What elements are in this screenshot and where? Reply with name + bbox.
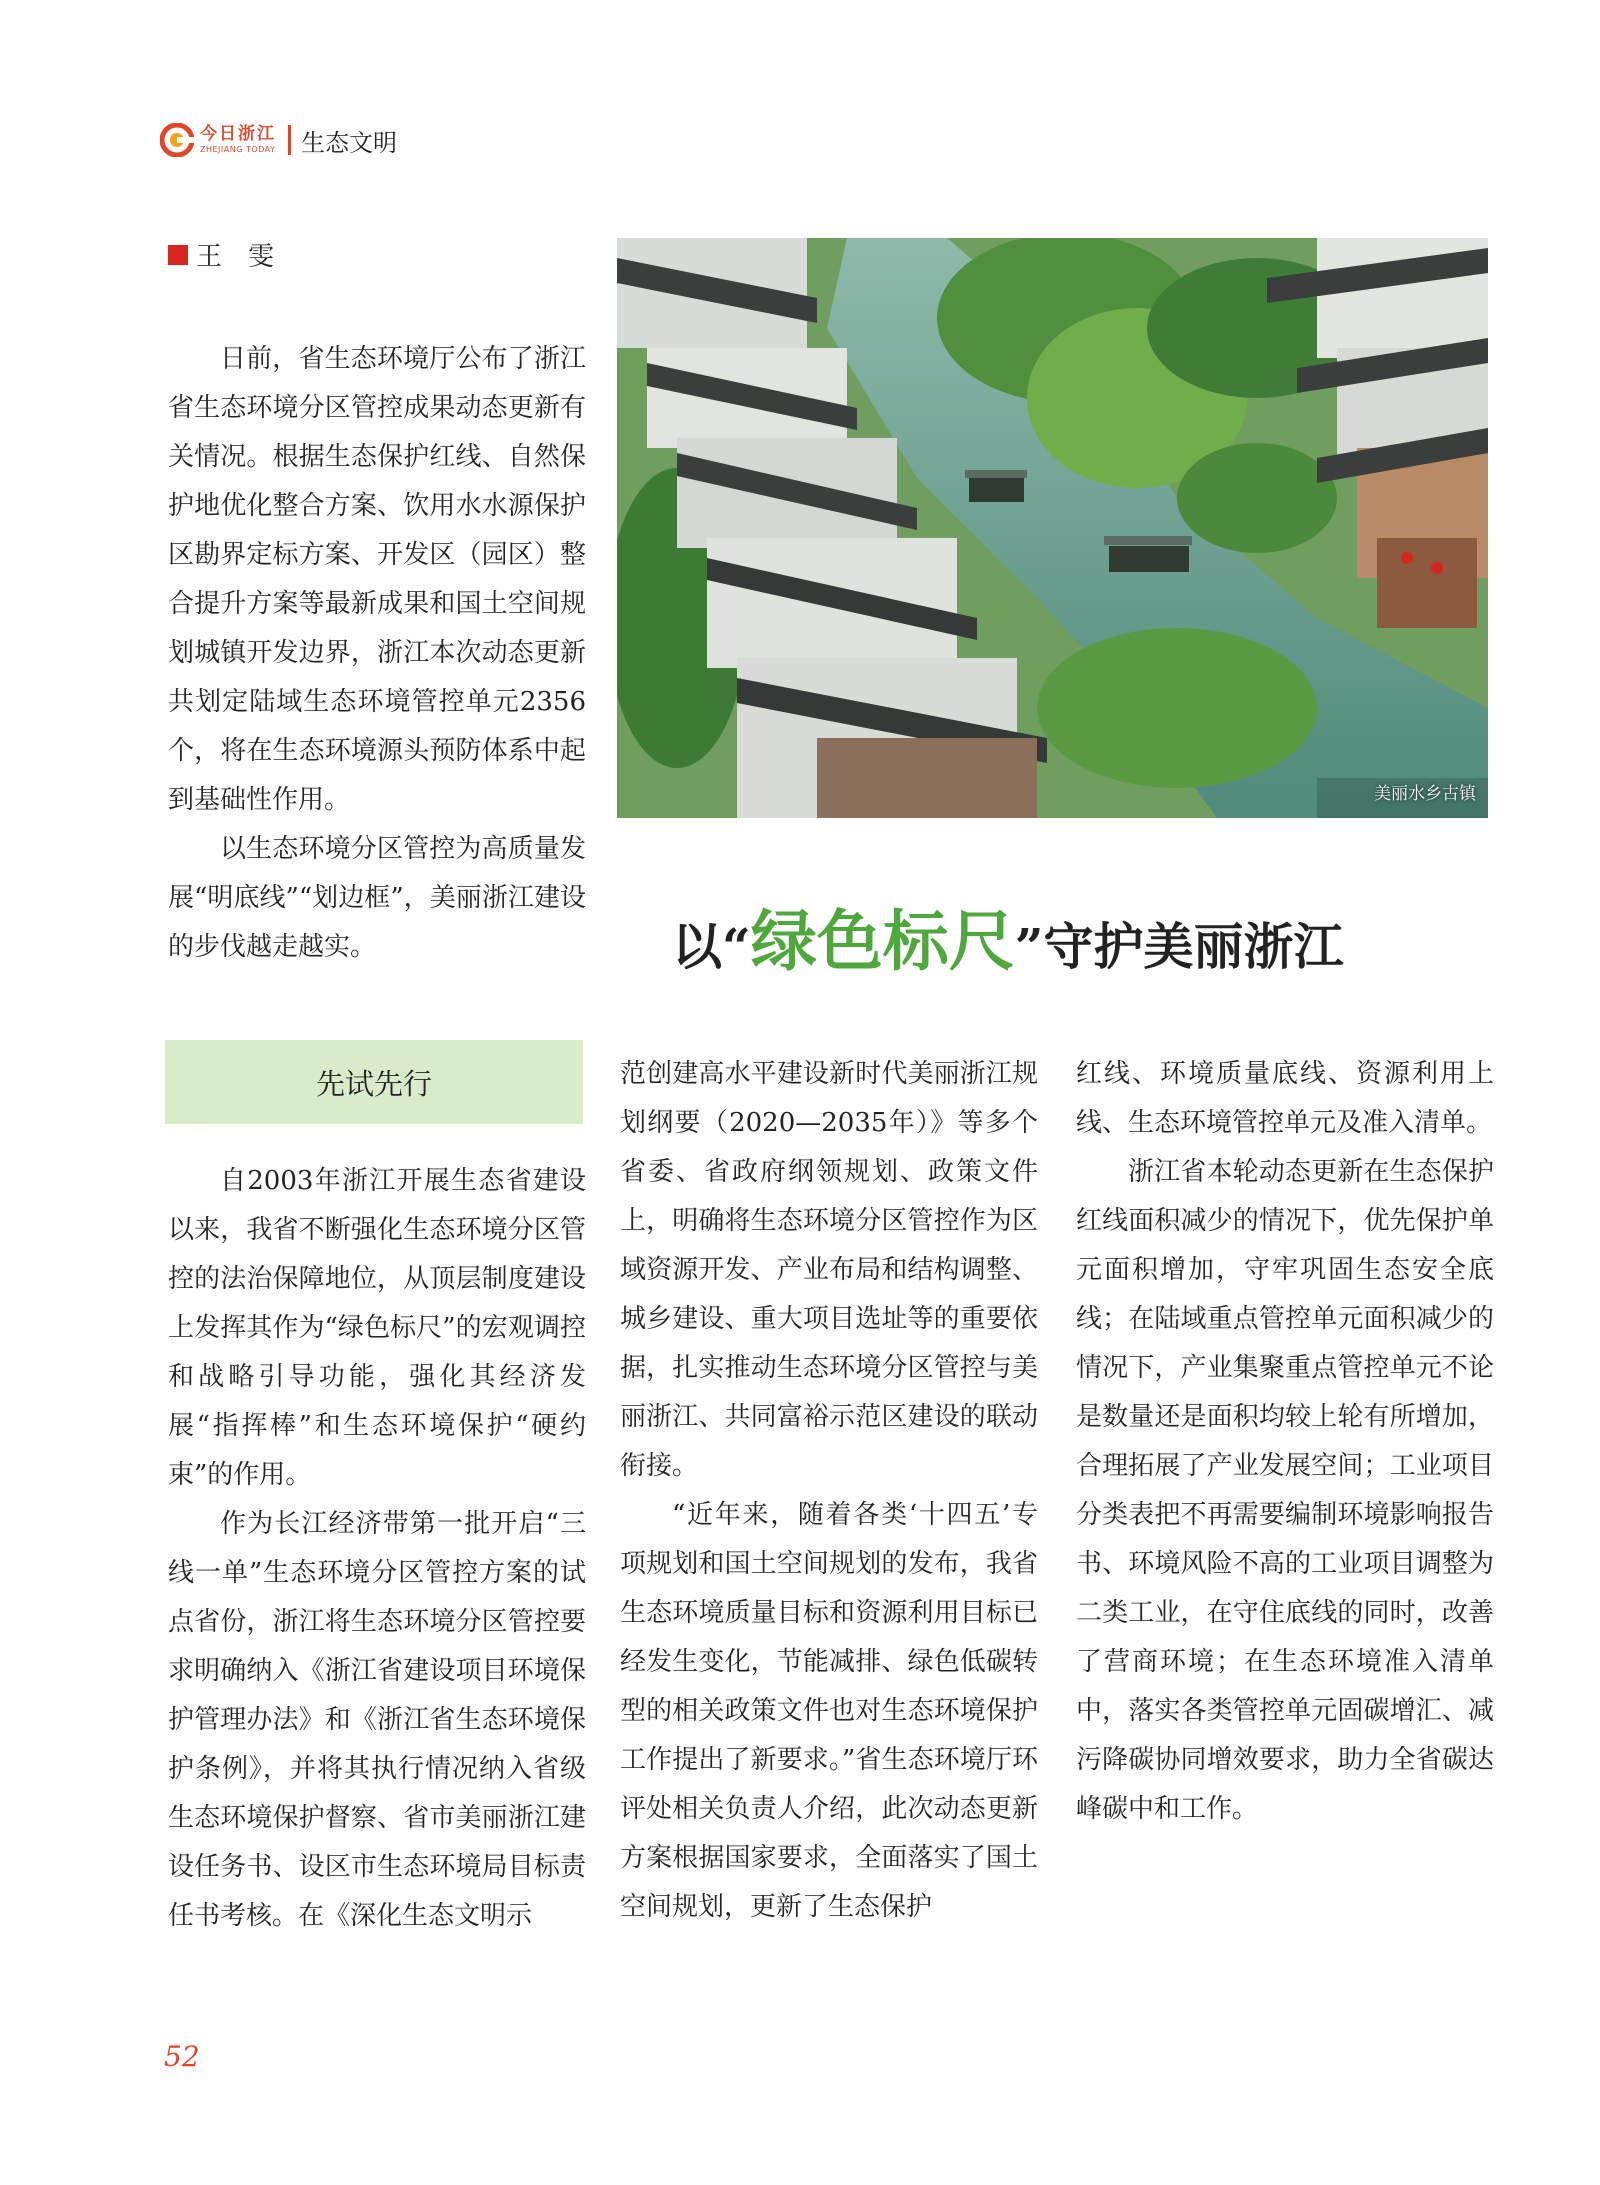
body-paragraph: “近年来，随着各类‘十四五’专项规划和国土空间规划的发布，我省生态环境质量目标和资源利用目标已经发生变化，节能减排、绿色低碳转型的相关政策文件也对生态环境保护工作提出了新要求。”省生态环境厅环评处相关负责人介绍，此次动态更新方案根据国家要求，全面落实了国土空间规划，更新了生态保护	[620, 1500, 1038, 1922]
body-column-middle	[620, 1050, 1038, 1932]
title-suffix: ”守护美丽浙江	[1014, 917, 1344, 976]
logo-name: 今日浙江	[200, 124, 276, 144]
title-highlight: 绿色标尺	[750, 903, 1015, 980]
author-marker	[168, 245, 188, 265]
subheading-text: 先试先行	[315, 1066, 432, 1101]
article-title	[672, 888, 1492, 983]
section-subheading	[165, 1040, 583, 1124]
body-paragraph: 范创建高水平建设新时代美丽浙江规划纲要（2020—2035年）》等多个省委、省政府纲领规划、政策文件上，明确将生态环境分区管控作为区域资源开发、产业布局和结构调整、城乡建设、重大项目选址等的重要依据，扎实推动生态环境分区管控与美丽浙江、共同富裕示范区建设的联动衔接。	[620, 1059, 1038, 1481]
intro-paragraph: 以生态环境分区管控为高质量发展“明底线”“划边框”，美丽浙江建设的步伐越走越实。	[168, 834, 586, 962]
photo-illustration	[617, 238, 1488, 818]
header-divider	[288, 125, 291, 155]
body-paragraph: 浙江省本轮动态更新在生态保护红线面积减少的情况下，优先保护单元面积增加，守牢巩固生态安全底线；在陆域重点管控单元面积减少的情况下，产业集聚重点管控单元不论是数量还是面积均较上轮有所增加，合理拓展了产业发展空间；工业项目分类表把不再需要编制环境影响报告书、环境风险不高的工业项目调整为二类工业，在守住底线的同时，改善了营商环境；在生态环境准入清单中，落实各类管控单元固碳增汇、减污降碳协同增效要求，助力全省碳达峰碳中和工作。	[1076, 1157, 1494, 1824]
section-label: 生态文明	[301, 128, 397, 157]
intro-paragraph: 日前，省生态环境厅公布了浙江省生态环境分区管控成果动态更新有关情况。根据生态保护红线、自然保护地优化整合方案、饮用水水源保护区勘界定标方案、开发区（园区）整合提升方案等最新成果和国土空间规划城镇开发边界，浙江本次动态更新共划定陆域生态环境管控单元2356个，将在生态环境源头预防体系中起到基础性作用。	[168, 344, 586, 815]
author-name: 王 雯	[196, 242, 275, 272]
body-paragraph: 作为长江经济带第一批开启“三线一单”生态环境分区管控方案的试点省份，浙江将生态环境分区管控要求明确纳入《浙江省建设项目环境保护管理办法》和《浙江省生态环境保护条例》，并将其执行情况纳入省级生态环境保护督察、省市美丽浙江建设任务书、设区市生态环境局目标责任书考核。在《深化生态文明示	[168, 1509, 586, 1931]
body-column-left	[168, 1157, 586, 1941]
body-column-right	[1076, 1050, 1494, 1834]
author-byline	[168, 236, 274, 273]
canal-town-photo	[617, 238, 1488, 818]
logo-text	[200, 126, 276, 154]
page-number: 52	[164, 2040, 200, 2073]
title-prefix: 以“	[672, 917, 751, 976]
logo-subtitle: ZHEJIANG TODAY	[200, 145, 276, 154]
body-paragraph: 红线、环境质量底线、资源利用上线、生态环境管控单元及准入清单。	[1076, 1059, 1494, 1138]
page-header	[160, 120, 397, 160]
logo-icon	[160, 123, 194, 157]
photo-caption: 美丽水乡古镇	[1374, 784, 1476, 804]
body-paragraph: 自2003年浙江开展生态省建设以来，我省不断强化生态环境分区管控的法治保障地位，从顶层制度建设上发挥其作为“绿色标尺”的宏观调控和战略引导功能，强化其经济发展“指挥棒”和生态环境保护“硬约束”的作用。	[168, 1166, 586, 1490]
intro-column	[168, 335, 586, 972]
